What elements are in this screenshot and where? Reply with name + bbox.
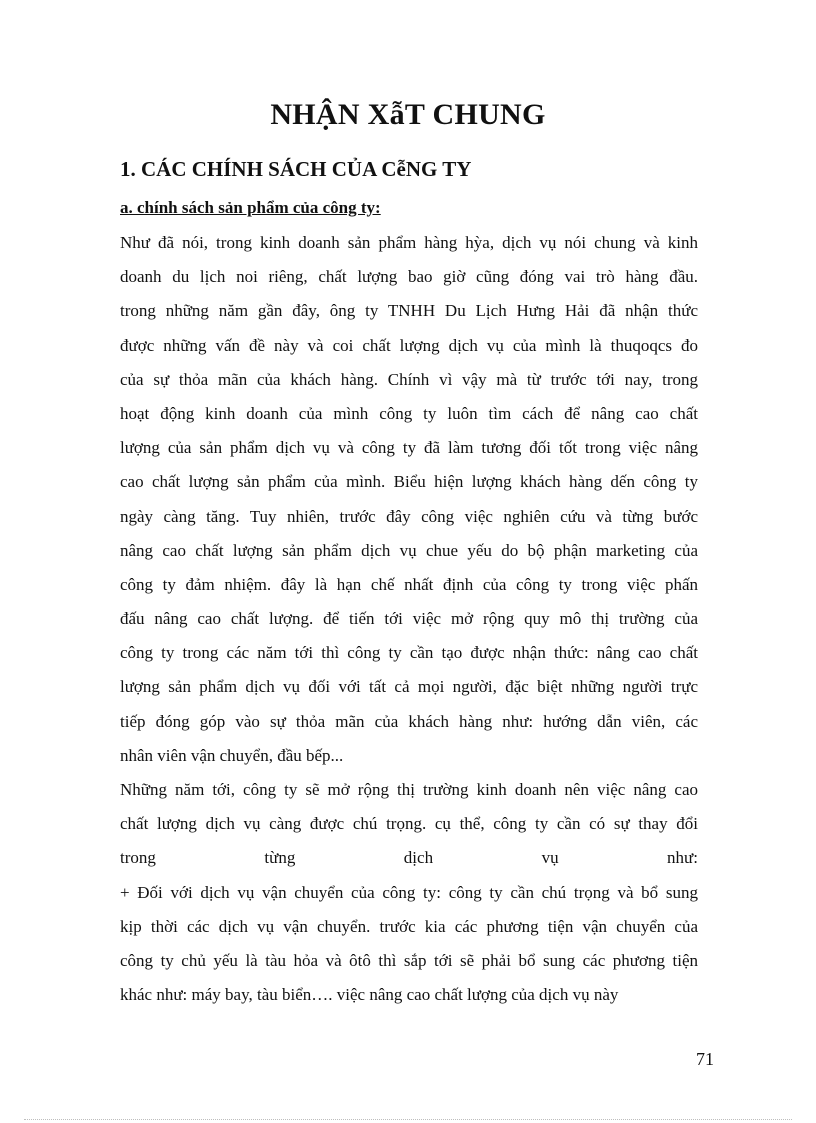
page-bottom-divider <box>24 1119 792 1120</box>
text-line: công ty chủ yếu là tàu hỏa và ôtô thì sắp tới sẽ phải bổ sung các phương tiện <box>120 950 698 970</box>
page-number: 71 <box>696 1049 714 1069</box>
text-line: công ty trong các năm tới thì công ty cần tạo được nhận thức: nâng cao chất <box>120 643 698 663</box>
text-line: lượng của sản phẩm dịch vụ và công ty đã làm tương đối tốt trong việc nâng <box>120 438 698 458</box>
text-line: đấu nâng cao chất lượng. để tiến tới việc mở rộng quy mô thị trường của <box>120 609 698 629</box>
text-line: tiếp đóng góp vào sự thỏa mãn của khách hàng như: hướng dẫn viên, các <box>120 711 698 731</box>
text-line: kịp thời các dịch vụ vận chuyển. trước kia các phương tiện vận chuyển của <box>120 916 698 936</box>
paragraph-service-quality <box>120 773 698 1012</box>
text-line: Như đã nói, trong kinh doanh sản phẩm hàng hỳa, dịch vụ nói chung và kinh <box>120 233 698 252</box>
text-line: trong những năm gần đây, ông ty TNHH Du Lịch Hưng Hải đã nhận thức <box>120 301 698 321</box>
text-line: khác như: máy bay, tàu biển…. việc nâng cao chất lượng của dịch vụ này <box>120 985 619 1005</box>
text-line: Những năm tới, công ty sẽ mở rộng thị trường kinh doanh nên việc nâng cao <box>120 780 698 799</box>
paragraph-product-policy <box>120 226 698 773</box>
text-line: trong từng dịch vụ như: <box>120 848 698 868</box>
text-line: ngày càng tăng. Tuy nhiên, trước đây công việc nghiên cứu và từng bước <box>120 506 698 526</box>
section-heading: 1. CÁC CHÍNH SÁCH CỦA CễNG TY <box>120 157 472 181</box>
page-title: NHẬN XẫT CHUNG <box>270 98 546 131</box>
text-line: lượng sản phẩm dịch vụ đối với tất cả mọi người, đặc biệt những người trực <box>120 677 698 697</box>
sub-heading: a. chính sách sản phẩm của công ty: <box>120 198 381 217</box>
text-line: doanh du lịch noi riêng, chất lượng bao giờ cũng đóng vai trò hàng đầu. <box>120 267 698 287</box>
text-line: nhân viên vận chuyển, đầu bếp... <box>120 745 344 765</box>
text-line: nâng cao chất lượng sản phẩm dịch vụ chue yếu do bộ phận marketing của <box>120 540 698 560</box>
text-line: chất lượng dịch vụ càng được chú trọng. cụ thể, công ty cần có sự thay đổi <box>120 814 698 834</box>
text-line: cao chất lượng sản phẩm của mình. Biểu hiện lượng khách hàng dến công ty <box>120 472 698 492</box>
text-line: công ty đảm nhiệm. đây là hạn chế nhất định của công ty trong việc phấn <box>120 574 698 594</box>
text-line: được những vấn đề này và coi chất lượng dịch vụ của mình là thuqoqcs đo <box>120 335 698 355</box>
text-line: hoạt động kinh doanh của mình công ty luôn tìm cách để nâng cao chất <box>120 403 698 423</box>
text-line: + Đối với dịch vụ vận chuyển của công ty: công ty cần chú trọng và bổ sung <box>120 882 698 902</box>
text-line: của sự thỏa mãn của khách hàng. Chính vì vậy mà từ trước tới nay, trong <box>120 369 698 389</box>
